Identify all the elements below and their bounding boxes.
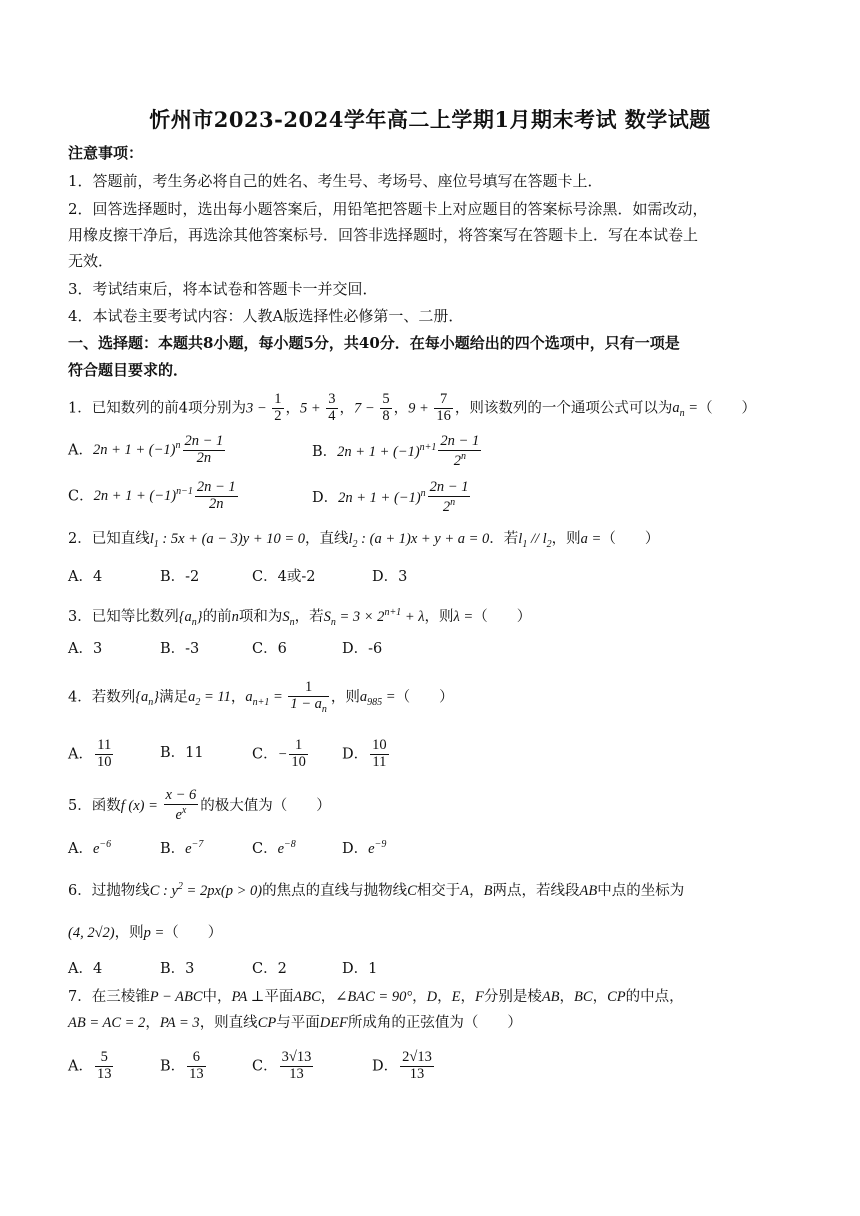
notice-item-4: 4．本试卷主要考试内容：人教A版选择性必修第一、二册． — [68, 307, 464, 325]
q2-option-d[interactable]: D．3 — [372, 569, 408, 585]
q2-option-b[interactable]: B．-2 — [160, 569, 200, 585]
q3-option-c[interactable]: C．6 — [252, 641, 287, 657]
section-heading: 一、选择题：本题共8小题，每小题5分，共40分．在每小题给出的四个选项中，只有一项是 — [68, 334, 680, 352]
page-title: 忻州市2023-2024学年高二上学期1月期末考试 数学试题 — [149, 107, 711, 132]
q2-option-c[interactable]: C．4或-2 — [252, 569, 316, 585]
q6-option-a[interactable]: A．4 — [68, 961, 103, 977]
q7-option-c[interactable]: C． $\frac{3√13}{13}$ — [252, 1049, 312, 1082]
notice-item-2-cont: 用橡皮擦干净后，再选涂其他答案标号．回答非选择题时，将答案写在答题卡上．写在本试卷上 — [68, 226, 699, 244]
question-2: 2．已知直线$l_1$ : 5x + (a − 3)y + 10 = 0，直线$l_2$ : (a + 1)x + y + a = 0．若$l_1 // l_2$，则a =（ ） — [68, 531, 660, 550]
q7-option-d[interactable]: D． $\frac{2√13}{13}$ — [372, 1049, 432, 1082]
question-7: 7．在三棱锥P − ABC中，PA ⊥平面ABC，∠BAC = 90°，D，E，F分别是棱AB，BC，CP的中点， — [68, 989, 684, 1005]
q5-option-a[interactable]: A．$e^{-6}$ — [68, 839, 112, 857]
q1-option-b[interactable]: B．$2n + 1 + (-1)^{n+1}$ $\frac{2n - 1}{2^n}$ — [312, 433, 480, 469]
question-6-cont: (4, 2√2)，则p =（ ） — [68, 925, 223, 941]
q4-option-a[interactable]: A． $\frac{11}{10}$ — [68, 737, 112, 770]
question-1: 1．已知数列的前4项分别为3 − $\frac{1}{2}$ ，5 + $\frac{3}{4}$ ，7 − $\frac{5}{8}$ ，9 + $\frac{7}{16}$ ，则该数列的一个通项公式可以为$a_n$ =（ ） — [68, 391, 757, 424]
q4-option-b[interactable]: B．11 — [160, 745, 204, 761]
q4-option-d[interactable]: D． $\frac{10}{11}$ — [342, 737, 387, 770]
q5-option-d[interactable]: D．$e^{-9}$ — [342, 839, 387, 857]
q1-option-a[interactable]: A．$2n + 1 + (-1)^n$ $\frac{2n - 1}{2n}$ — [68, 433, 224, 466]
question-3: 3．已知等比数列$\{a_n\}$的前n项和为$S_n$，若$S_n = 3 \times 2^{n+1} + \lambda$，则λ =（ ） — [68, 607, 532, 628]
q2-option-a[interactable]: A．4 — [68, 569, 103, 585]
q6-option-b[interactable]: B．3 — [160, 961, 195, 977]
notice-heading: 注意事项： — [68, 144, 144, 162]
q7-option-b[interactable]: B． $\frac{6}{13}$ — [160, 1049, 204, 1082]
section-heading-cont: 符合题目要求的． — [68, 361, 189, 379]
notice-item-2-end: 无效． — [68, 252, 114, 270]
q6-option-d[interactable]: D．1 — [342, 961, 378, 977]
q1-option-c[interactable]: C．$2n + 1 + (-1)^{n-1}$ $\frac{2n - 1}{2n}$ — [68, 479, 236, 512]
notice-item-1: 1．答题前，考生务必将自己的姓名、考生号、考场号、座位号填写在答题卡上． — [68, 172, 603, 190]
question-4: 4．若数列$\{a_n\}$满足$a_2 = 11$，$a_{n+1}$ = $\frac{1}{1 - a_n}$ ，则$a_{985}$ =（ ） — [68, 679, 454, 715]
q5-option-c[interactable]: C．$e^{-8}$ — [252, 839, 296, 857]
q6-option-c[interactable]: C．2 — [252, 961, 287, 977]
q3-option-b[interactable]: B．-3 — [160, 641, 200, 657]
q3-option-a[interactable]: A．3 — [68, 641, 103, 657]
q1-option-d[interactable]: D．$2n + 1 + (-1)^n$ $\frac{2n - 1}{2^n}$ — [312, 479, 469, 515]
q7-option-a[interactable]: A． $\frac{5}{13}$ — [68, 1049, 112, 1082]
q4-option-c[interactable]: C．− $\frac{1}{10}$ — [252, 737, 306, 770]
q3-option-d[interactable]: D．-6 — [342, 641, 383, 657]
question-7-cont: AB = AC = 2，PA = 3，则直线CP与平面DEF所成角的正弦值为（ ） — [68, 1015, 522, 1031]
notice-item-3: 3．考试结束后，将本试卷和答题卡一并交回． — [68, 280, 378, 298]
question-5: 5．函数f (x) = $\frac{x - 6}{e^x}$ 的极大值为（ ） — [68, 787, 331, 823]
question-6: 6．过抛物线C : $y^2 = 2px(p > 0)$的焦点的直线与抛物线C相交于A，B两点，若线段AB中点的坐标为 — [68, 881, 685, 899]
notice-item-2: 2．回答选择题时，选出每小题答案后，用铅笔把答题卡上对应题目的答案标号涂黑．如需改动， — [68, 200, 708, 218]
q5-option-b[interactable]: B．$e^{-7}$ — [160, 839, 204, 857]
